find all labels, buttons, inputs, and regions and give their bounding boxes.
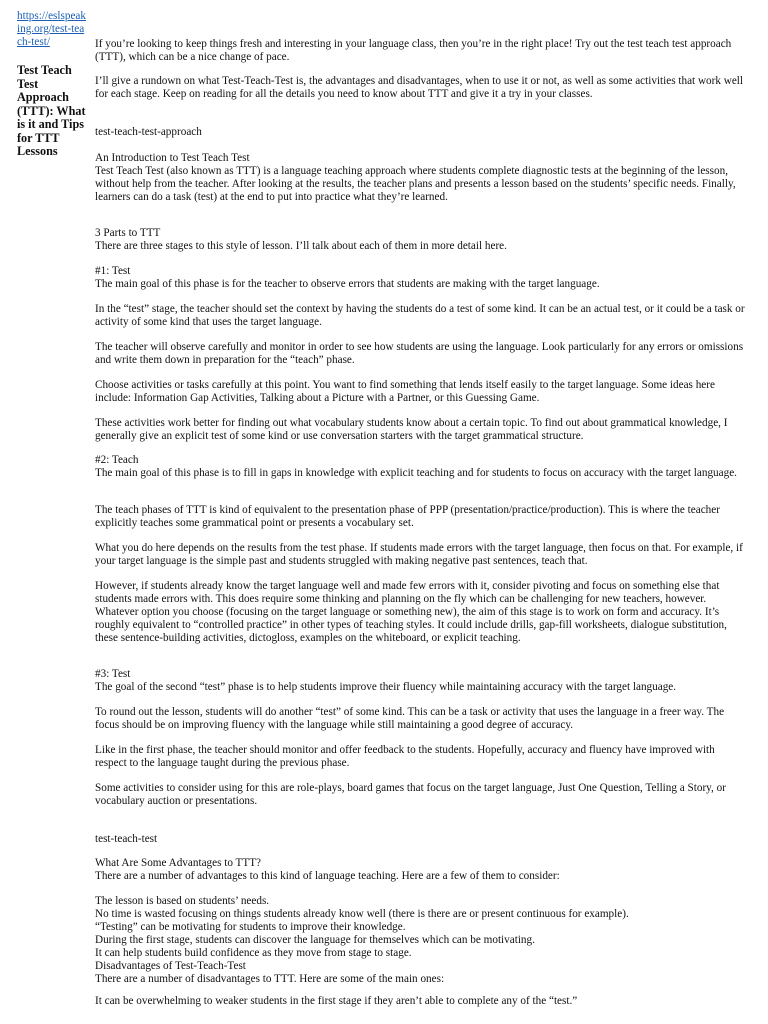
- text-line: In the “test” stage, the teacher should set the context by having the students do a test of some kind. It can be an actual test, or it could be a task or activity of some kind that uses the target language.: [95, 303, 745, 328]
- text-line: “Testing” can be motivating for students to improve their knowledge.: [95, 921, 406, 933]
- paragraph: [95, 265, 747, 291]
- source-link[interactable]: https://eslspeaking.org/test-teach-test/: [17, 10, 86, 48]
- text-line: The teach phases of TTT is kind of equivalent to the presentation phase of PPP (presentation/practice/production). This is where the teacher explicitly teaches some grammatical point or presents a vocabulary set.: [95, 504, 720, 529]
- paragraph: [95, 580, 747, 645]
- paragraph: [95, 668, 747, 694]
- text-line: The goal of the second “test” phase is to help students improve their fluency while maintaining accuracy with the target language.: [95, 681, 677, 693]
- text-line: Like in the first phase, the teacher should monitor and offer feedback to the students. Hopefully, accuracy and fluency have improved with respect to the language taught during the previous phase.: [95, 744, 715, 769]
- text-line: Disadvantages of Test-Teach-Test: [95, 960, 246, 972]
- paragraph: [95, 227, 747, 253]
- paragraph: [95, 542, 747, 568]
- text-line: Some activities to consider using for this are role-plays, board games that focus on the target language, Just One Question, Telling a Story, or vocabulary auction or presentations.: [95, 782, 726, 807]
- text-line: It can help students build confidence as they move from stage to stage.: [95, 947, 412, 959]
- sidebar: [17, 10, 89, 159]
- paragraph: [95, 857, 747, 883]
- text-line: #3: Test: [95, 668, 131, 680]
- paragraph: [95, 126, 747, 139]
- paragraph: [95, 995, 747, 1008]
- text-line: The main goal of this phase is to fill in gaps in knowledge with explicit teaching and for students to focus on accuracy with the target language.: [95, 467, 737, 479]
- text-line: During the first stage, students can discover the language for themselves which can be motivating.: [95, 934, 535, 946]
- text-line: #2: Teach: [95, 454, 139, 466]
- text-line: Choose activities or tasks carefully at this point. You want to find something that lends itself easily to the target language. Some ideas here include: Information Gap Activities, Talking about a Picture with a Partner, or this Guessing Game.: [95, 379, 715, 404]
- text-line: The lesson is based on students’ needs.: [95, 895, 270, 907]
- text-line: These activities work better for finding out what vocabulary students know about a certain topic. To find out about grammatical knowledge, I generally give an explicit test of some kind or use conversation starters with the target grammatical structure.: [95, 417, 728, 442]
- text-line: 3 Parts to TTT: [95, 227, 161, 239]
- text-line: Test Teach Test (also known as TTT) is a language teaching approach where students complete diagnostic tests at the beginning of the lesson, without help from the teacher. After looking at the results, the teacher plans and presents a lesson based on the students’ specific needs. Finally, learners can do a task (test) at the end to put into practice what they’re learned.: [95, 165, 736, 203]
- text-line: No time is wasted focusing on things students already know well (there is there are or present continuous for example).: [95, 908, 629, 920]
- text-line: I’ll give a rundown on what Test-Teach-Test is, the advantages and disadvantages, when to use it or not, as well as some activities that work well for each stage. Keep on reading for all the details you need to know about TTT and give it a try in your classes.: [95, 75, 744, 100]
- text-line: What you do here depends on the results from the test phase. If students made errors with the target language, then focus on that. For example, if your target language is the simple past and students struggled with making negative past sentences, teach that.: [95, 542, 743, 567]
- paragraph: [95, 833, 747, 846]
- paragraph: [95, 303, 747, 329]
- text-line: #1: Test: [95, 265, 131, 277]
- paragraph: [95, 504, 747, 530]
- text-line: However, if students already know the target language well and made few errors with it, consider pivoting and focus on something else that students made errors with. This does require some thinking and planning on the fly which can be challenging for new teachers, however. Whatever option you choose (focusing on the target language or something new), the aim of this stage is to work on form and accuracy. It’s roughly equivalent to “controlled practice” in other types of teaching styles. It could include drills, gap-fill worksheets, dialogue substitution, these sentence-building activities, dictogloss, examples on the whiteboard, or explicit teaching.: [95, 580, 727, 644]
- text-line: The main goal of this phase is for the teacher to observe errors that students are making with the target language.: [95, 278, 600, 290]
- text-line: test-teach-test-approach: [95, 126, 202, 138]
- text-line: There are a number of disadvantages to TTT. Here are some of the main ones:: [95, 973, 445, 985]
- text-line: An Introduction to Test Teach Test: [95, 152, 250, 164]
- paragraph: [95, 895, 747, 986]
- text-line: The teacher will observe carefully and monitor in order to see how students are using the language. Look particularly for any errors or omissions and write them down in preparation for the “teach” phase.: [95, 341, 744, 366]
- paragraph: [95, 341, 747, 367]
- paragraph: [95, 152, 747, 204]
- text-line: What Are Some Advantages to TTT?: [95, 857, 262, 869]
- text-line: There are three stages to this style of lesson. I’ll talk about each of them in more detail here.: [95, 240, 507, 252]
- text-line: test-teach-test: [95, 833, 158, 845]
- text-line: If you’re looking to keep things fresh and interesting in your language class, then you’re in the right place! Try out the test teach test approach (TTT), which can be a nice change of pace.: [95, 38, 732, 63]
- paragraph: [95, 75, 747, 101]
- paragraph: [95, 706, 747, 732]
- paragraph: [95, 379, 747, 405]
- paragraph: [95, 417, 747, 443]
- article-title: Test Teach Test Approach (TTT): What is it and Tips for TTT Lessons: [17, 63, 86, 158]
- text-line: It can be overwhelming to weaker students in the first stage if they aren’t able to complete any of the “test.”: [95, 995, 578, 1007]
- text-line: There are a number of advantages to this kind of language teaching. Here are a few of them to consider:: [95, 870, 560, 882]
- paragraph: [95, 38, 747, 64]
- text-line: To round out the lesson, students will do another “test” of some kind. This can be a task or activity that uses the language in a freer way. The focus should be on improving fluency with the language while still maintaining a good degree of accuracy.: [95, 706, 725, 731]
- paragraph: [95, 744, 747, 770]
- paragraph: [95, 454, 747, 480]
- paragraph: [95, 782, 747, 808]
